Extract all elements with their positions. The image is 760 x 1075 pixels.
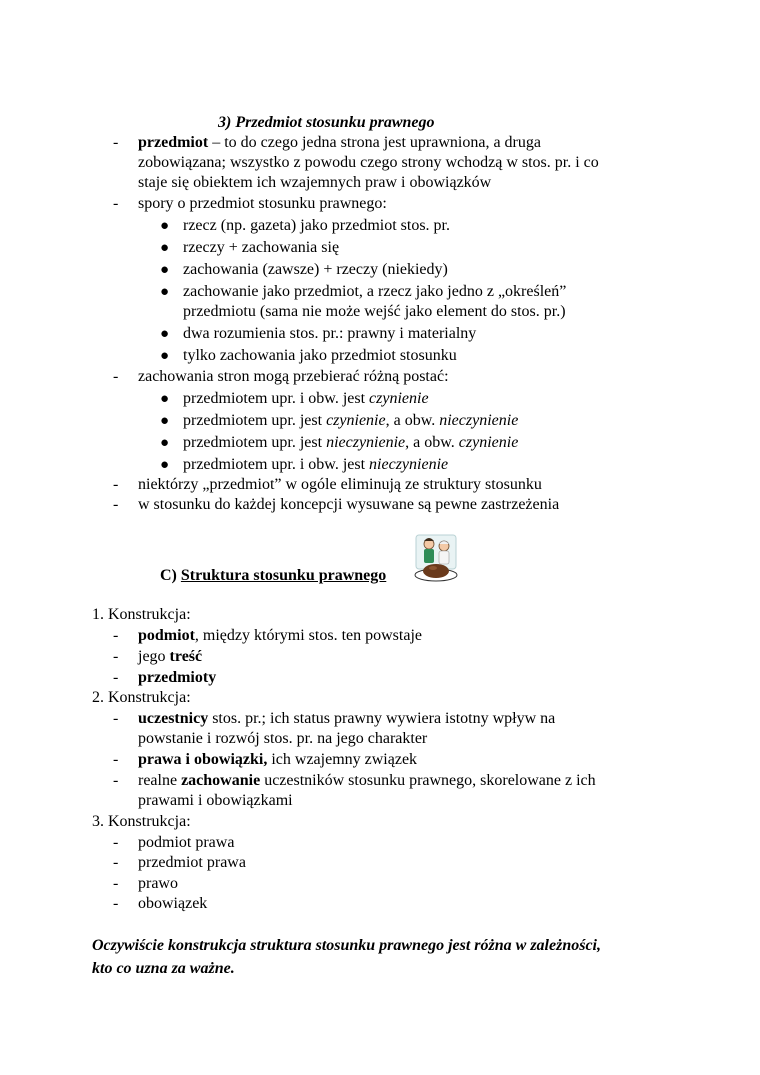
dash-marker: -: [113, 496, 119, 513]
list-item: dwa rozumienia stos. pr.: prawny i materialny: [183, 325, 477, 342]
bullet-marker: ●: [160, 457, 170, 473]
dash-marker: -: [113, 669, 119, 686]
list-item: [183, 455, 448, 475]
list-item: przedmioty: [138, 669, 217, 686]
list-item: rzeczy + zachowania się: [183, 239, 340, 256]
section-3-heading: 3) Przedmiot stosunku prawnego: [218, 114, 435, 131]
list-item: przedmiot prawa: [138, 854, 246, 871]
conclusion-line2: kto co uzna za ważne.: [92, 960, 235, 977]
dash-marker: -: [113, 476, 119, 493]
section-c-prefix: C): [160, 567, 181, 584]
list-item: [183, 389, 429, 409]
list-item: [138, 647, 202, 667]
dash-marker: -: [113, 368, 119, 385]
conclusion-line1: Oczywiście konstrukcja struktura stosunku prawnego jest różna w zależności,: [92, 937, 601, 954]
bullet-marker: ●: [160, 218, 170, 234]
list-item-bold: uczestnicy: [138, 710, 209, 727]
list-item: [183, 411, 518, 431]
list-item-bold: prawa i obowiązki,: [138, 751, 268, 768]
spory-heading: spory o przedmiot stosunku prawnego:: [138, 195, 387, 212]
bullet-marker: ●: [160, 348, 170, 364]
list-item-text: jego: [138, 648, 170, 665]
bullet-marker: ●: [160, 435, 170, 451]
list-item: [138, 750, 417, 770]
zastrzezenia-item: w stosunku do każdej koncepcji wysuwane są pewne zastrzeżenia: [138, 496, 560, 513]
section-c-title: Struktura stosunku prawnego: [180, 567, 387, 584]
list-item-bold: podmiot: [138, 627, 195, 644]
section-c-heading: [160, 566, 386, 586]
dash-marker: -: [113, 875, 119, 892]
dash-marker: -: [113, 648, 119, 665]
list-item: [138, 771, 596, 791]
list-item-italic: nieczynienie: [326, 434, 406, 451]
list-item-continuation: powstanie i rozwój stos. pr. na jego charakter: [138, 730, 428, 747]
dash-marker: -: [113, 134, 119, 151]
list-item-italic: czynienie: [458, 434, 519, 451]
list-item: [138, 709, 555, 729]
bullet-marker: ●: [160, 262, 170, 278]
list-item: tylko zachowania jako przedmiot stosunku: [183, 347, 457, 364]
przedmiot-definition-line2: zobowiązana; wszystko z powodu czego strony wchodzą w stos. pr. i co: [138, 154, 599, 171]
bullet-marker: ●: [160, 240, 170, 256]
dash-marker: -: [113, 854, 119, 871]
list-item-text: ich wzajemny związek: [267, 751, 418, 768]
list-item-text: realne: [138, 772, 182, 789]
list-item-text: , a obw.: [405, 434, 459, 451]
list-item-text: przedmiotem upr. i obw. jest: [183, 390, 370, 407]
bullet-marker: ●: [160, 413, 170, 429]
dash-marker: -: [113, 895, 119, 912]
list-item-text: , między którymi stos. ten powstaje: [194, 627, 422, 644]
dash-marker: -: [113, 195, 119, 212]
przedmiot-term: przedmiot: [138, 134, 209, 151]
list-item-text: uczestników stosunku prawnego, skorelowane z ich: [260, 772, 596, 789]
przedmiot-definition-line3: staje się obiektem ich wzajemnych praw i obowiązków: [138, 174, 492, 191]
niektorzy-item: niektórzy „przedmiot” w ogóle eliminują ze struktury stosunku: [138, 476, 542, 493]
list-item-italic: czynienie: [369, 390, 429, 407]
list-item-italic: nieczynienie: [439, 412, 519, 429]
list-item-bold: zachowanie: [181, 772, 261, 789]
list-item: zachowanie jako przedmiot, a rzecz jako jedno z „określeń”: [183, 283, 567, 300]
zachowania-heading: zachowania stron mogą przebierać różną postać:: [138, 368, 449, 385]
bullet-marker: ●: [160, 391, 170, 407]
list-item-text: stos. pr.; ich status prawny wywiera istotny wpływ na: [208, 710, 556, 727]
list-item: [138, 626, 422, 646]
dash-marker: -: [113, 710, 119, 727]
bullet-marker: ●: [160, 326, 170, 342]
list-item-text: , a obw.: [385, 412, 440, 429]
list-item-italic: nieczynienie: [369, 456, 449, 473]
list-item-text: przedmiotem upr. jest: [183, 412, 327, 429]
list-item: zachowania (zawsze) + rzeczy (niekiedy): [183, 261, 448, 278]
konstrukcja-2-title: 2. Konstrukcja:: [92, 689, 191, 706]
dash-marker: -: [113, 834, 119, 851]
list-item: [183, 433, 518, 453]
przedmiot-definition-text: – to do czego jedna strona jest uprawniona, a druga: [208, 134, 541, 151]
bullet-marker: ●: [160, 284, 170, 300]
list-item: podmiot prawa: [138, 834, 235, 851]
list-item-continuation: prawami i obowiązkami: [138, 792, 293, 809]
list-item-text: przedmiotem upr. i obw. jest: [183, 456, 370, 473]
dash-marker: -: [113, 751, 119, 768]
list-item: obowiązek: [138, 895, 208, 912]
konstrukcja-1-title: 1. Konstrukcja:: [92, 606, 191, 623]
dash-marker: -: [113, 772, 119, 789]
dash-marker: -: [113, 627, 119, 644]
people-dining-clipart-icon: [413, 533, 459, 583]
list-item: rzecz (np. gazeta) jako przedmiot stos. pr.: [183, 217, 450, 234]
konstrukcja-3-title: 3. Konstrukcja:: [92, 813, 191, 830]
list-item: prawo: [138, 875, 178, 892]
przedmiot-definition-line1: [138, 133, 541, 153]
list-item-italic: czynienie: [326, 412, 386, 429]
list-item-continuation: przedmiotu (sama nie może wejść jako element do stos. pr.): [183, 303, 566, 320]
list-item-bold: treść: [169, 648, 203, 665]
list-item-text: przedmiotem upr. jest: [183, 434, 327, 451]
